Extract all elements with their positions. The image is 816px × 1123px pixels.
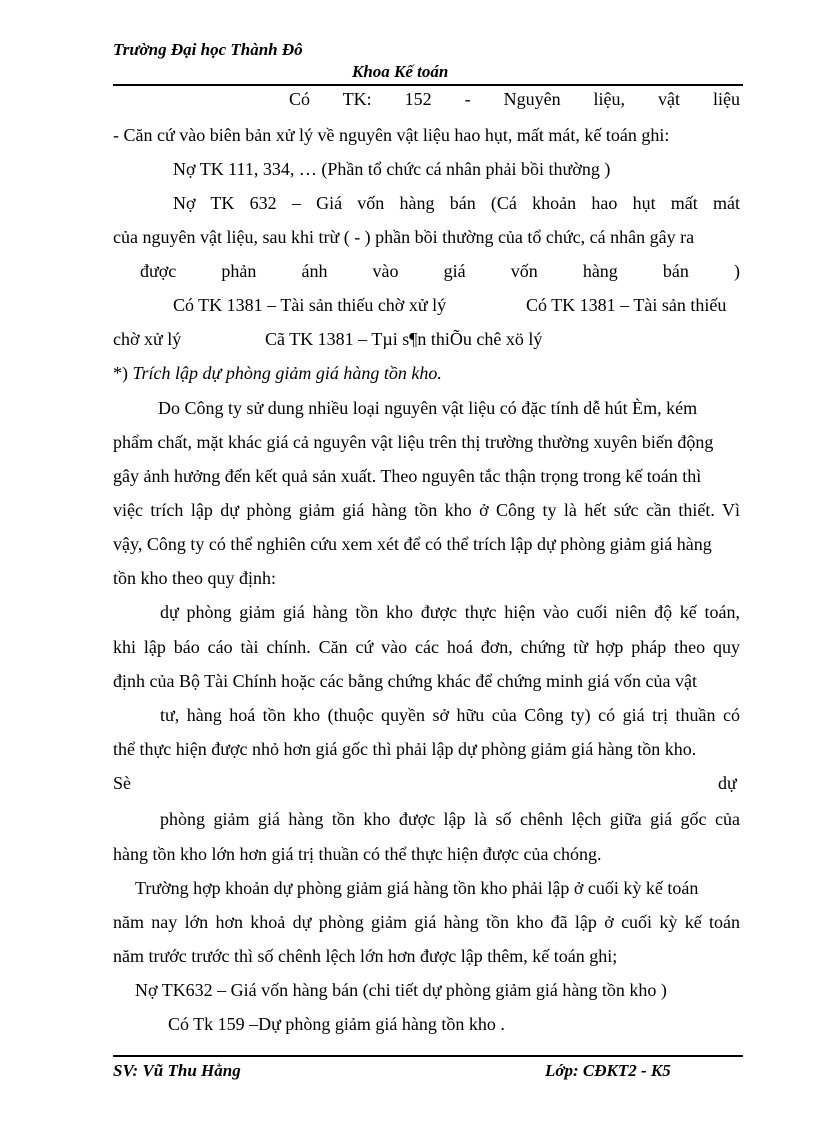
heading-text: Trích lập dự phòng giảm giá hàng tồn kho.	[132, 363, 442, 383]
text-line: dự	[718, 773, 737, 793]
heading-marker: *)	[113, 363, 133, 383]
text-line: Có Tk 159 –Dự phòng giảm giá hàng tồn kho .	[168, 1014, 505, 1034]
text-line: được phản ánh vào giá vốn hàng bán )	[140, 261, 740, 281]
text-line: - Căn cứ vào biên bản xử lý về nguyên vật liệu hao hụt, mất mát, kế toán ghi:	[113, 125, 670, 145]
text-line: định của Bộ Tài Chính hoặc các bằng chứng khác để chứng minh giá vốn của vật	[113, 671, 698, 691]
department-name: Khoa Kế toán	[352, 62, 449, 81]
class-name: Lớp: CĐKT2 - K5	[545, 1061, 671, 1080]
text-line: Sè	[113, 773, 131, 793]
text-line: Cã TK 1381 – Tµi s¶n thiÕu chê xö lý	[265, 329, 543, 349]
text-line: thể thực hiện được nhỏ hơn giá gốc thì phải lập dự phòng giảm giá hàng tồn kho.	[113, 739, 697, 759]
footer-rule	[113, 1055, 743, 1057]
text-line: của nguyên vật liệu, sau khi trừ ( - ) phần bồi thường của tổ chức, cá nhân gây ra	[113, 227, 695, 247]
text-line: phẩm chất, mặt khác giá cả nguyên vật liệu trên thị trường thường xuyên biến động	[113, 432, 714, 452]
text-line: khi lập báo cáo tài chính. Căn cứ vào các hoá đơn, chứng từ hợp pháp theo quy	[113, 637, 740, 657]
text-line: hàng tồn kho lớn hơn giá trị thuần có thể thực hiện được của chóng.	[113, 844, 602, 864]
student-name: SV: Vũ Thu Hằng	[113, 1061, 241, 1080]
text-line: Có TK: 152 - Nguyên liệu, vật liệu	[289, 89, 740, 109]
text-line: phòng giảm giá hàng tồn kho được lập là số chênh lệch giữa giá gốc của	[160, 809, 740, 829]
text-line: năm trước trước thì số chênh lệch lớn hơn được lập thêm, kế toán ghi;	[113, 946, 618, 966]
text-line: tư, hàng hoá tồn kho (thuộc quyền sở hữu của Công ty) có giá trị thuần có	[160, 705, 740, 725]
school-name: Trường Đại học Thành Đô	[113, 40, 303, 59]
text-line: Trường hợp khoản dự phòng giảm giá hàng tồn kho phải lập ở cuối kỳ kế toán	[135, 878, 699, 898]
header-rule	[113, 84, 743, 86]
text-line: Nợ TK 632 – Giá vốn hàng bán (Cá khoản hao hụt mất mát	[173, 193, 740, 213]
text-line: vậy, Công ty có thể nghiên cứu xem xét để có thể trích lập dự phòng giảm giá hàng	[113, 534, 712, 554]
text-line: Có TK 1381 – Tài sản thiếu chờ xử lý	[173, 295, 447, 315]
text-line: Nợ TK 111, 334, … (Phần tổ chức cá nhân phải bồi thường )	[173, 159, 611, 179]
text-line: Do Công ty sử dung nhiều loại nguyên vật liệu có đặc tính dễ hút Èm, kém	[158, 398, 698, 418]
text-line: việc trích lập dự phòng giảm giá hàng tồn kho ở Công ty là hết sức cần thiết. Vì	[113, 500, 740, 520]
text-line: dự phòng giảm giá hàng tồn kho được thực hiện vào cuối niên độ kế toán,	[160, 602, 740, 622]
section-heading	[113, 362, 442, 384]
text-line: gây ảnh hưởng đến kết quả sản xuất. Theo nguyên tắc thận trọng trong kế toán thì	[113, 466, 702, 486]
text-line: Nợ TK632 – Giá vốn hàng bán (chi tiết dự phòng giảm giá hàng tồn kho )	[135, 980, 667, 1000]
text-line: năm nay lớn hơn khoả dự phòng giảm giá hàng tồn kho đã lập ở cuối kỳ kế toán	[113, 912, 740, 932]
text-line: Có TK 1381 – Tài sản thiếu	[526, 295, 727, 315]
text-line: tồn kho theo quy định:	[113, 568, 276, 588]
text-line: chờ xử lý	[113, 329, 182, 349]
